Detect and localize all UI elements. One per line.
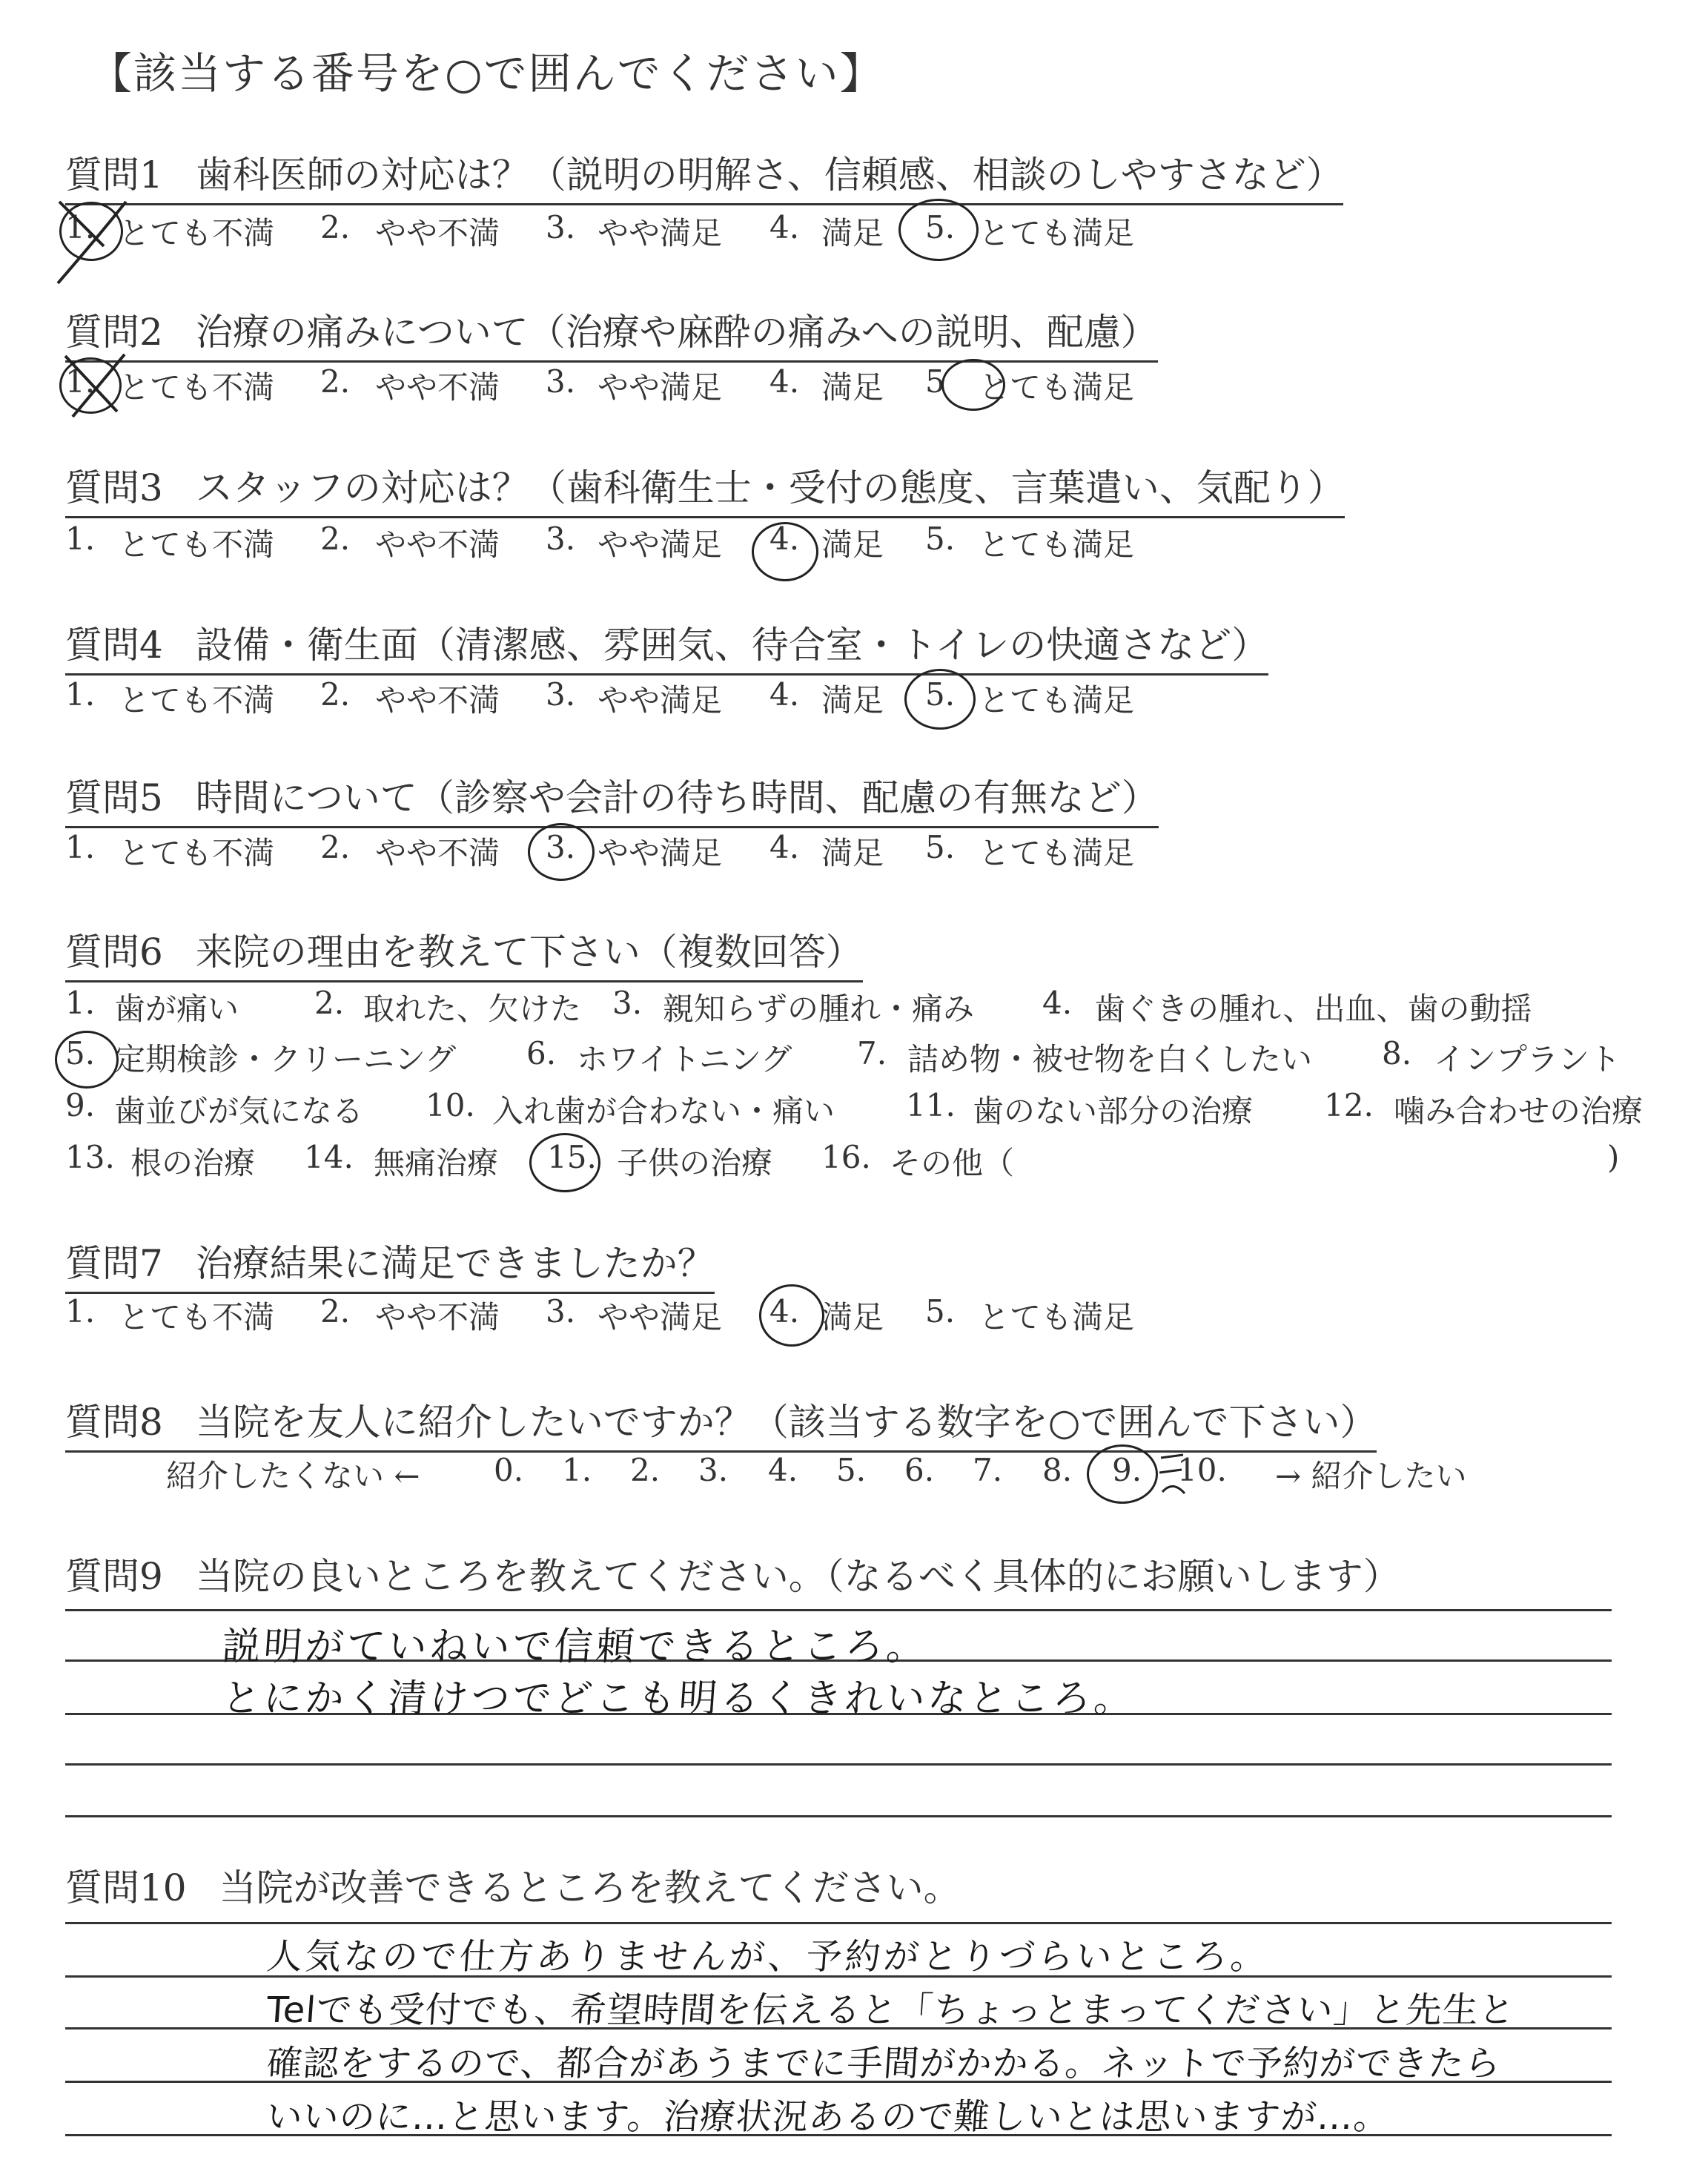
question-text: 治療の痛みについて（治療や麻酔の痛みへの説明、配慮） xyxy=(195,311,1158,354)
scale-right-label: → 紹介したい xyxy=(1275,1458,1467,1494)
option-number[interactable]: 4. xyxy=(769,521,800,557)
option-number[interactable]: 3. xyxy=(612,985,643,1021)
option-label: やや満足 xyxy=(598,1299,723,1335)
question-text: 当院を友人に紹介したいですか？（該当する数字を○で囲んで下さい） xyxy=(195,1401,1377,1444)
instruction-heading: 【該当する番号を○で囲んでください】 xyxy=(89,48,884,99)
question-text: 当院が改善できるところを教えてください。 xyxy=(219,1866,961,1909)
option-number[interactable]: 4. xyxy=(769,363,800,400)
scale-value[interactable]: 3. xyxy=(698,1452,729,1488)
option-number[interactable]: 16. xyxy=(821,1139,871,1175)
option-number[interactable]: 14. xyxy=(304,1139,354,1175)
option-label: インプラント xyxy=(1434,1041,1621,1077)
option-number[interactable]: 7. xyxy=(857,1035,887,1071)
option-number[interactable]: 2. xyxy=(314,985,345,1021)
question-4-title xyxy=(65,615,1268,676)
option-label: とても不満 xyxy=(119,369,275,406)
question-number: 質問1 xyxy=(65,153,163,196)
scale-value[interactable]: 5. xyxy=(836,1452,867,1488)
question-2-title xyxy=(65,303,1158,363)
option-number[interactable]: 8. xyxy=(1382,1035,1412,1071)
option-label: とても不満 xyxy=(119,682,275,719)
option-label: 噛み合わせの治療 xyxy=(1394,1093,1644,1129)
option-number[interactable]: 6. xyxy=(526,1035,557,1071)
option-number[interactable]: 1. xyxy=(65,209,96,245)
option-number[interactable]: 12. xyxy=(1324,1087,1374,1123)
option-label: 満足 xyxy=(821,215,884,251)
option-label: とても不満 xyxy=(119,526,275,563)
scale-value[interactable]: 7. xyxy=(973,1452,1003,1488)
question-text: スタッフの対応は？（歯科衛生士・受付の態度、言葉遣い、気配り） xyxy=(195,466,1345,509)
option-number[interactable]: 5 xyxy=(925,363,945,400)
option-label: とても不満 xyxy=(119,1299,275,1335)
option-number[interactable]: 4. xyxy=(769,209,800,245)
option-label: 満足 xyxy=(821,526,884,563)
selected-circle-mark xyxy=(898,199,979,261)
option-number[interactable]: 1. xyxy=(65,521,96,557)
answer-line xyxy=(65,1815,1612,1817)
question-text: 歯科医師の対応は？（説明の明解さ、信頼感、相談のしやすさなど） xyxy=(195,153,1343,196)
scale-value[interactable]: 2. xyxy=(630,1452,661,1488)
option-number[interactable]: 1. xyxy=(65,676,96,713)
handwritten-answer: 説明がていねいで信頼できるところ。 xyxy=(220,1625,930,1669)
option-label: 取れた、欠けた xyxy=(363,991,582,1027)
question-number: 質問10 xyxy=(65,1866,187,1909)
selected-circle-mark xyxy=(752,522,818,581)
option-number[interactable]: 2. xyxy=(320,829,351,865)
option-label: 歯並びが気になる xyxy=(114,1093,364,1129)
option-number[interactable]: 3. xyxy=(546,1293,576,1330)
option-label: やや満足 xyxy=(598,835,723,871)
option-number[interactable]: 4. xyxy=(769,676,800,713)
question-number: 質問3 xyxy=(65,466,163,509)
answer-line xyxy=(65,1763,1612,1766)
option-label: やや不満 xyxy=(375,682,500,719)
scale-left-label: 紹介したくない ← xyxy=(166,1458,420,1494)
handwritten-answer: いいのに…と思います。治療状況あるので難しいとは思いますが…。 xyxy=(265,2096,1391,2138)
scale-value[interactable]: 4. xyxy=(768,1452,798,1488)
option-label: 満足 xyxy=(821,835,884,871)
option-number[interactable]: 2. xyxy=(320,1293,351,1330)
question-text: 治療結果に満足できましたか？ xyxy=(195,1242,715,1285)
handwritten-answer: 人気なので仕方ありませんが、予約がとりづらいところ。 xyxy=(265,1936,1271,1978)
option-label: とても満足 xyxy=(979,526,1135,563)
option-number[interactable]: 3. xyxy=(546,363,576,400)
option-label: とても満足 xyxy=(979,1299,1135,1335)
option-number[interactable]: 1. xyxy=(65,1293,96,1330)
question-3-title xyxy=(65,458,1345,518)
question-number: 質問5 xyxy=(65,776,163,819)
option-label: やや不満 xyxy=(375,526,500,563)
option-number[interactable]: 3. xyxy=(546,521,576,557)
selected-circle-mark xyxy=(1087,1444,1158,1504)
question-8-title xyxy=(65,1393,1377,1453)
question-number: 質問7 xyxy=(65,1242,163,1285)
option-label: やや満足 xyxy=(598,215,723,251)
option-number[interactable]: 9. xyxy=(65,1087,96,1123)
option-label: 子供の治療 xyxy=(617,1145,773,1181)
other-close-paren: ) xyxy=(1607,1139,1620,1175)
option-label: やや満足 xyxy=(598,682,723,719)
question-text: 当院の良いところを教えてください。（なるべく具体的にお願いします） xyxy=(195,1555,1400,1598)
option-number[interactable]: 3. xyxy=(546,829,576,865)
question-1-title xyxy=(65,145,1343,205)
selected-circle-mark xyxy=(529,1133,600,1192)
question-5-title xyxy=(65,768,1159,828)
option-number[interactable]: 5. xyxy=(65,1035,96,1071)
option-number[interactable]: 4. xyxy=(1042,985,1073,1021)
scribble-mark xyxy=(1156,1450,1189,1498)
option-label: 無痛治療 xyxy=(374,1145,499,1181)
option-label: ホワイトニング xyxy=(577,1041,792,1077)
option-number[interactable]: 1. xyxy=(65,829,96,865)
answer-line xyxy=(65,1922,1612,1924)
option-label: やや満足 xyxy=(598,526,723,563)
handwritten-answer: 確認をするので、都合があうまでに手間がかかる。ネットで予約ができたら xyxy=(265,2043,1503,2084)
option-label: とても満足 xyxy=(979,835,1135,871)
option-number[interactable]: 4. xyxy=(769,1293,800,1330)
question-number: 質問4 xyxy=(65,624,163,667)
question-text: 来院の理由を教えて下さい（複数回答） xyxy=(195,931,863,974)
scale-value[interactable]: 1. xyxy=(562,1452,592,1488)
option-number[interactable]: 3. xyxy=(546,676,576,713)
option-label: その他（ xyxy=(890,1145,1015,1181)
option-label: とても満足 xyxy=(979,215,1135,251)
option-number[interactable]: 5. xyxy=(925,209,956,245)
selected-circle-mark xyxy=(528,823,595,881)
option-label: 詰め物・被せ物を白くしたい xyxy=(907,1041,1313,1077)
question-6-title xyxy=(65,922,863,982)
option-number[interactable]: 5. xyxy=(925,1293,956,1330)
selected-circle-mark xyxy=(904,669,976,730)
handwritten-answer: Telでも受付でも、希望時間を伝えると「ちょっとまってください」と先生と xyxy=(265,1989,1517,2031)
question-number: 質問8 xyxy=(65,1401,163,1444)
question-10-title xyxy=(65,1858,961,1916)
option-label: やや不満 xyxy=(375,835,500,871)
option-label: 歯が痛い xyxy=(114,991,239,1027)
option-number[interactable]: 11. xyxy=(906,1087,956,1123)
option-label: 歯のない部分の治療 xyxy=(973,1093,1254,1129)
option-label: 歯ぐきの腫れ、出血、歯の動揺 xyxy=(1094,991,1532,1027)
option-number[interactable]: 5. xyxy=(925,829,956,865)
question-9-title xyxy=(65,1547,1400,1605)
selected-circle-mark xyxy=(941,359,1005,411)
scale-value[interactable]: 8. xyxy=(1042,1452,1073,1488)
option-label: 入れ歯が合わない・痛い xyxy=(492,1093,835,1129)
option-number[interactable]: 2. xyxy=(320,676,351,713)
cross-out-mark xyxy=(58,349,132,423)
option-number[interactable]: 2. xyxy=(320,521,351,557)
option-label: とても満足 xyxy=(979,369,1135,406)
option-label: やや不満 xyxy=(375,1299,500,1335)
option-number[interactable]: 13. xyxy=(65,1139,115,1175)
option-number[interactable]: 1. xyxy=(65,985,96,1021)
option-number[interactable]: 3. xyxy=(546,209,576,245)
option-number[interactable]: 1. xyxy=(65,363,96,400)
question-text: 設備・衛生面（清潔感、雰囲気、待合室・トイレの快適さなど） xyxy=(195,624,1269,667)
cross-out-mark xyxy=(52,194,133,291)
scale-value[interactable]: 9. xyxy=(1112,1452,1142,1488)
selected-circle-mark xyxy=(759,1284,824,1347)
option-number[interactable]: 2. xyxy=(320,209,351,245)
option-label: やや不満 xyxy=(375,369,500,406)
option-number[interactable]: 10. xyxy=(426,1087,475,1123)
scale-value[interactable]: 0. xyxy=(494,1452,524,1488)
option-number[interactable]: 5. xyxy=(925,676,956,713)
option-label: 満足 xyxy=(821,682,884,719)
question-number: 質問6 xyxy=(65,931,163,974)
question-number: 質問9 xyxy=(65,1555,163,1598)
scale-value[interactable]: 6. xyxy=(904,1452,935,1488)
option-label: 親知らずの腫れ・痛み xyxy=(663,991,975,1027)
option-number[interactable]: 5. xyxy=(925,521,956,557)
handwritten-answer: とにかく清けつでどこも明るくきれいなところ。 xyxy=(220,1677,1137,1721)
option-label: とても満足 xyxy=(979,682,1135,719)
question-7-title xyxy=(65,1234,715,1294)
selected-circle-mark xyxy=(55,1031,119,1089)
option-label: 定期検診・クリーニング xyxy=(114,1041,457,1077)
answer-line xyxy=(65,1609,1612,1611)
option-label: やや満足 xyxy=(598,369,723,406)
option-label: やや不満 xyxy=(375,215,500,251)
scale-value[interactable]: 10. xyxy=(1177,1452,1227,1488)
option-number[interactable]: 15. xyxy=(547,1139,597,1175)
option-number[interactable]: 2. xyxy=(320,363,351,400)
option-label: とても不満 xyxy=(119,835,275,871)
option-label: 満足 xyxy=(821,1299,884,1335)
option-number[interactable]: 4. xyxy=(769,829,800,865)
question-number: 質問2 xyxy=(65,311,163,354)
question-text: 時間について（診察や会計の待ち時間、配慮の有無など） xyxy=(195,776,1159,819)
option-label: 根の治療 xyxy=(130,1145,256,1181)
option-label: とても不満 xyxy=(119,215,275,251)
option-label: 満足 xyxy=(821,369,884,406)
